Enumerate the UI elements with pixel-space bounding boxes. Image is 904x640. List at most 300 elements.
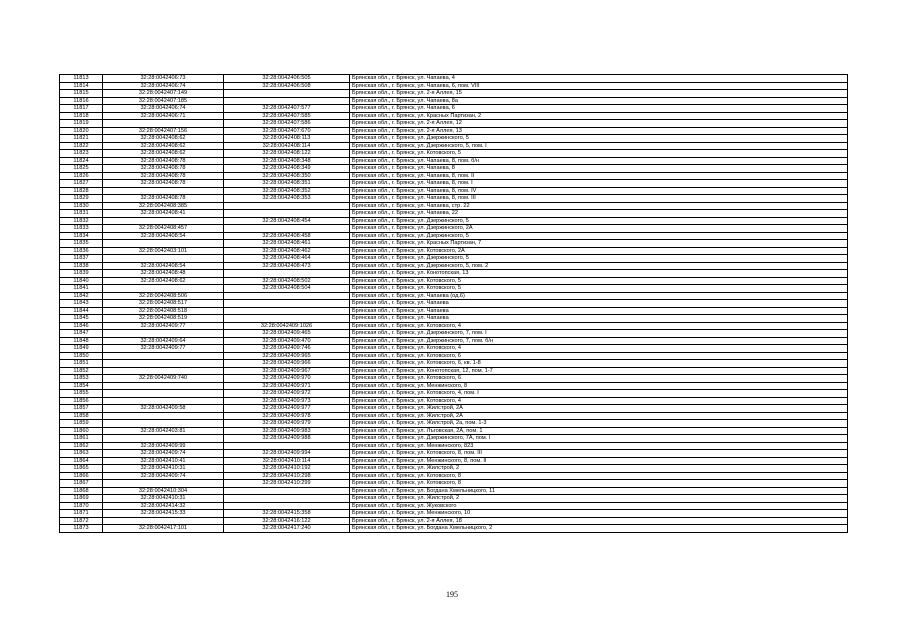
- address-cell: Брянская обл., г. Брянск, ул. Котовского, 4: [350, 322, 848, 330]
- table-row: [60, 480, 848, 488]
- land-parcel-number-cell: 32:28:0042408:518: [103, 307, 224, 315]
- table-row: [60, 337, 848, 345]
- row-number-cell: 11848: [60, 337, 103, 345]
- row-number-cell: 11857: [60, 405, 103, 413]
- land-parcel-number-cell: 32:28:0042408:517: [103, 300, 224, 308]
- object-number-cell: 32:28:0042409:979: [224, 420, 350, 428]
- land-parcel-number-cell: 32:28:0042414:32: [103, 502, 224, 510]
- cadastral-register-table: [59, 74, 848, 533]
- table-row: [60, 232, 848, 240]
- row-number-cell: 11865: [60, 465, 103, 473]
- row-number-cell: 11837: [60, 255, 103, 263]
- address-cell: Брянская обл., г. Брянск, ул. Чапаева, 8, пом. III: [350, 195, 848, 203]
- object-number-cell: 32:28:0042409:966: [224, 360, 350, 368]
- row-number-cell: 11819: [60, 120, 103, 128]
- object-number-cell: 32:28:0042406:505: [224, 75, 350, 83]
- object-number-cell: 32:28:0042409:470: [224, 337, 350, 345]
- object-number-cell: 32:28:0042408:352: [224, 187, 350, 195]
- object-number-cell: 32:28:0042409:1026: [224, 322, 350, 330]
- row-number-cell: 11823: [60, 150, 103, 158]
- address-cell: Брянская обл., г. Брянск, ул. Котовского, 6: [350, 375, 848, 383]
- table-row: [60, 397, 848, 405]
- address-cell: Брянская обл., г. Брянск, ул. Лъговская, 2А, пом. 1: [350, 427, 848, 435]
- address-cell: Брянская обл., г. Брянск, ул. 2-я Аллея, 12: [350, 120, 848, 128]
- address-cell: Брянская обл., г. Брянск, ул. Красных Партизан, 2: [350, 112, 848, 120]
- land-parcel-number-cell: [103, 187, 224, 195]
- row-number-cell: 11846: [60, 322, 103, 330]
- land-parcel-number-cell: 32:28:0042409:64: [103, 337, 224, 345]
- row-number-cell: 11840: [60, 277, 103, 285]
- row-number-cell: 11832: [60, 217, 103, 225]
- address-cell: Брянская обл., г. Брянск, ул. Дзержинского, 7А, пом. I: [350, 435, 848, 443]
- address-cell: Брянская обл., г. Брянск, ул. Чапаева, 8, пом. IV: [350, 187, 848, 195]
- row-number-cell: 11842: [60, 292, 103, 300]
- land-parcel-number-cell: 32:28:0042406:74: [103, 105, 224, 113]
- address-cell: Брянская обл., г. Брянск, ул. Котовского, 8: [350, 480, 848, 488]
- table-row: [60, 217, 848, 225]
- object-number-cell: [224, 442, 350, 450]
- object-number-cell: [224, 210, 350, 218]
- object-number-cell: 32:28:0042408:349: [224, 165, 350, 173]
- row-number-cell: 11825: [60, 165, 103, 173]
- address-cell: Брянская обл., г. Брянск, ул. Котовского, 5: [350, 285, 848, 293]
- table-row: [60, 442, 848, 450]
- address-cell: Брянская обл., г. Брянск, ул. Чапаева, 22: [350, 210, 848, 218]
- row-number-cell: 11872: [60, 517, 103, 525]
- address-cell: Брянская обл., г. Брянск, ул. Котовского, 8, пом. III: [350, 450, 848, 458]
- row-number-cell: 11867: [60, 480, 103, 488]
- table-row: [60, 457, 848, 465]
- land-parcel-number-cell: 32:28:0042410:31: [103, 465, 224, 473]
- table-row: [60, 240, 848, 248]
- row-number-cell: 11830: [60, 202, 103, 210]
- address-cell: Брянская обл., г. Брянск, ул. Жилстрой, 2: [350, 495, 848, 503]
- address-cell: Брянская обл., г. Брянск, ул. Котовского, 6, кв. 1-8: [350, 360, 848, 368]
- address-cell: Брянская обл., г. Брянск, ул. Котовского, 4: [350, 345, 848, 353]
- object-number-cell: 32:28:0042408:464: [224, 255, 350, 263]
- row-number-cell: 11850: [60, 352, 103, 360]
- land-parcel-number-cell: 32:28:0042408:78: [103, 165, 224, 173]
- table-row: [60, 330, 848, 338]
- address-cell: Брянская обл., г. Брянск, ул. Конотопская, 13: [350, 270, 848, 278]
- land-parcel-number-cell: 32:28:0042408:506: [103, 292, 224, 300]
- land-parcel-number-cell: 32:28:0042410:31: [103, 495, 224, 503]
- row-number-cell: 11861: [60, 435, 103, 443]
- address-cell: Брянская обл., г. Брянск, ул. Менжинского, 10: [350, 510, 848, 518]
- address-cell: Брянская обл., г. Брянск, ул. Котовского, 2А: [350, 247, 848, 255]
- row-number-cell: 11862: [60, 442, 103, 450]
- land-parcel-number-cell: 32:28:0042409:74: [103, 450, 224, 458]
- row-number-cell: 11868: [60, 487, 103, 495]
- object-number-cell: 32:28:0042408:122: [224, 150, 350, 158]
- address-cell: Брянская обл., г. Брянск, ул. Дзержинского, 5: [350, 232, 848, 240]
- row-number-cell: 11822: [60, 142, 103, 150]
- object-number-cell: 32:28:0042408:461: [224, 240, 350, 248]
- row-number-cell: 11860: [60, 427, 103, 435]
- table-row: [60, 112, 848, 120]
- land-parcel-number-cell: 32:28:0042408:62: [103, 150, 224, 158]
- address-cell: Брянская обл., г. Брянск, ул. Красных Партизан, 7: [350, 240, 848, 248]
- row-number-cell: 11859: [60, 420, 103, 428]
- table-row: [60, 472, 848, 480]
- land-parcel-number-cell: 32:28:0042408:457: [103, 225, 224, 233]
- land-parcel-number-cell: 32:28:0042408:62: [103, 277, 224, 285]
- land-parcel-number-cell: 32:28:0042403:81: [103, 427, 224, 435]
- object-number-cell: 32:28:0042407:577: [224, 105, 350, 113]
- address-cell: Брянская обл., г. Брянск, ул. Чапаева, 8а: [350, 97, 848, 105]
- object-number-cell: 32:28:0042409:994: [224, 450, 350, 458]
- row-number-cell: 11853: [60, 375, 103, 383]
- table-row: [60, 300, 848, 308]
- table-row: [60, 210, 848, 218]
- table-row: [60, 142, 848, 150]
- table-row: [60, 465, 848, 473]
- row-number-cell: 11818: [60, 112, 103, 120]
- object-number-cell: 32:28:0042409:970: [224, 375, 350, 383]
- address-cell: Брянская обл., г. Брянск, ул. Менжинского, 823: [350, 442, 848, 450]
- table-row: [60, 420, 848, 428]
- object-number-cell: 32:28:0042410:299: [224, 480, 350, 488]
- table-row: [60, 187, 848, 195]
- row-number-cell: 11855: [60, 390, 103, 398]
- row-number-cell: 11847: [60, 330, 103, 338]
- table-row: [60, 255, 848, 263]
- land-parcel-number-cell: 32:28:0042410:304: [103, 487, 224, 495]
- table-row: [60, 120, 848, 128]
- row-number-cell: 11814: [60, 82, 103, 90]
- land-parcel-number-cell: [103, 412, 224, 420]
- table-row: [60, 517, 848, 525]
- address-cell: Брянская обл., г. Брянск, ул. Чапаева: [350, 307, 848, 315]
- table-row: [60, 435, 848, 443]
- table-row: [60, 292, 848, 300]
- row-number-cell: 11816: [60, 97, 103, 105]
- row-number-cell: 11831: [60, 210, 103, 218]
- row-number-cell: 11843: [60, 300, 103, 308]
- land-parcel-number-cell: 32:28:0042408:54: [103, 262, 224, 270]
- address-cell: Брянская обл., г. Брянск, ул. Чапаева, 6, пом. VIII: [350, 82, 848, 90]
- table-row: [60, 405, 848, 413]
- address-cell: Брянская обл., г. Брянск, ул. Чапаева, стр. 22: [350, 202, 848, 210]
- land-parcel-number-cell: 32:28:0042410:41: [103, 457, 224, 465]
- row-number-cell: 11821: [60, 135, 103, 143]
- table-row: [60, 202, 848, 210]
- address-cell: Брянская обл., г. Брянск, ул. Дзержинского, 5: [350, 255, 848, 263]
- object-number-cell: [224, 487, 350, 495]
- row-number-cell: 11836: [60, 247, 103, 255]
- table-row: [60, 525, 848, 533]
- table-row: [60, 285, 848, 293]
- object-number-cell: 32:28:0042408:348: [224, 157, 350, 165]
- table-row: [60, 262, 848, 270]
- object-number-cell: [224, 495, 350, 503]
- address-cell: Брянская обл., г. Брянск, ул. Жилстрой, 2А: [350, 412, 848, 420]
- object-number-cell: 32:28:0042409:973: [224, 397, 350, 405]
- object-number-cell: 32:28:0042408:350: [224, 172, 350, 180]
- page-number: 195: [446, 590, 458, 599]
- land-parcel-number-cell: [103, 420, 224, 428]
- object-number-cell: 32:28:0042408:353: [224, 195, 350, 203]
- row-number-cell: 11826: [60, 172, 103, 180]
- land-parcel-number-cell: [103, 352, 224, 360]
- address-cell: Брянская обл., г. Брянск, ул. Дзержинского, 5: [350, 217, 848, 225]
- object-number-cell: [224, 502, 350, 510]
- table-row: [60, 135, 848, 143]
- address-cell: Брянская обл., г. Брянск, ул. 2-я Аллея, 15: [350, 90, 848, 98]
- row-number-cell: 11824: [60, 157, 103, 165]
- object-number-cell: [224, 315, 350, 323]
- row-number-cell: 11870: [60, 502, 103, 510]
- object-number-cell: 32:28:0042408:351: [224, 180, 350, 188]
- row-number-cell: 11815: [60, 90, 103, 98]
- object-number-cell: 32:28:0042416:122: [224, 517, 350, 525]
- table-row: [60, 97, 848, 105]
- object-number-cell: 32:28:0042408:462: [224, 247, 350, 255]
- address-cell: Брянская обл., г. Брянск, ул. Чапаева, 8, пом. I: [350, 180, 848, 188]
- table-row: [60, 277, 848, 285]
- address-cell: Брянская обл., г. Брянск, ул. Жилстрой, 2: [350, 465, 848, 473]
- table-row: [60, 195, 848, 203]
- land-parcel-number-cell: 32:28:0042403:101: [103, 247, 224, 255]
- land-parcel-number-cell: [103, 435, 224, 443]
- object-number-cell: 32:28:0042408:458: [224, 232, 350, 240]
- land-parcel-number-cell: 32:28:0042408:41: [103, 210, 224, 218]
- address-cell: Брянская обл., г. Брянск, ул. Жилстрой, 2а, пом. 1-3: [350, 420, 848, 428]
- table-row: [60, 225, 848, 233]
- table-row: [60, 360, 848, 368]
- table-row: [60, 322, 848, 330]
- object-number-cell: [224, 300, 350, 308]
- address-cell: Брянская обл., г. Брянск, ул. Конотопская, 12, пом. 1-7: [350, 367, 848, 375]
- address-cell: Брянская обл., г. Брянск, ул. Менжинского, 8, пом. II: [350, 457, 848, 465]
- row-number-cell: 11866: [60, 472, 103, 480]
- address-cell: Брянская обл., г. Брянск, ул. Котовского, 6: [350, 352, 848, 360]
- land-parcel-number-cell: 32:28:0042408:54: [103, 232, 224, 240]
- address-cell: Брянская обл., г. Брянск, ул. Чапаева: [350, 315, 848, 323]
- address-cell: Брянская обл., г. Брянск, ул. Чапаева, 8: [350, 165, 848, 173]
- object-number-cell: [224, 292, 350, 300]
- table-row: [60, 375, 848, 383]
- register-table-body: [60, 75, 848, 533]
- object-number-cell: [224, 307, 350, 315]
- row-number-cell: 11864: [60, 457, 103, 465]
- land-parcel-number-cell: 32:28:0042406:74: [103, 82, 224, 90]
- address-cell: Брянская обл., г. Брянск, ул. Дзержинского, 7, пом. I: [350, 330, 848, 338]
- address-cell: Брянская обл., г. Брянск, ул. Котовского, 5: [350, 150, 848, 158]
- object-number-cell: 32:28:0042407:585: [224, 112, 350, 120]
- table-row: [60, 270, 848, 278]
- address-cell: Брянская обл., г. Брянск, ул. 2-я Аллея, 18: [350, 517, 848, 525]
- row-number-cell: 11841: [60, 285, 103, 293]
- table-row: [60, 307, 848, 315]
- land-parcel-number-cell: 32:28:0042408:519: [103, 315, 224, 323]
- object-number-cell: [224, 270, 350, 278]
- land-parcel-number-cell: [103, 480, 224, 488]
- address-cell: Брянская обл., г. Брянск, ул. Жилстрой, 2А: [350, 405, 848, 413]
- object-number-cell: 32:28:0042408:114: [224, 142, 350, 150]
- table-row: [60, 82, 848, 90]
- land-parcel-number-cell: 32:28:0042409:99: [103, 442, 224, 450]
- land-parcel-number-cell: 32:28:0042408:78: [103, 180, 224, 188]
- address-cell: Брянская обл., г. Брянск, ул. Чапаева (од.6): [350, 292, 848, 300]
- land-parcel-number-cell: [103, 397, 224, 405]
- table-row: [60, 450, 848, 458]
- address-cell: Брянская обл., г. Брянск, ул. Дзержинского, 5, пом. 2: [350, 262, 848, 270]
- land-parcel-number-cell: 32:28:0042408:78: [103, 172, 224, 180]
- address-cell: Брянская обл., г. Брянск, ул. 2-я Аллея, 13: [350, 127, 848, 135]
- row-number-cell: 11828: [60, 187, 103, 195]
- row-number-cell: 11827: [60, 180, 103, 188]
- address-cell: Брянская обл., г. Брянск, ул. Котовского, 8: [350, 472, 848, 480]
- row-number-cell: 11844: [60, 307, 103, 315]
- land-parcel-number-cell: [103, 240, 224, 248]
- row-number-cell: 11858: [60, 412, 103, 420]
- address-cell: Брянская обл., г. Брянск, ул. Котовского, 5: [350, 277, 848, 285]
- land-parcel-number-cell: 32:28:0042417:101: [103, 525, 224, 533]
- land-parcel-number-cell: [103, 360, 224, 368]
- object-number-cell: 32:28:0042408:113: [224, 135, 350, 143]
- row-number-cell: 11834: [60, 232, 103, 240]
- row-number-cell: 11838: [60, 262, 103, 270]
- object-number-cell: 32:28:0042409:978: [224, 412, 350, 420]
- table-row: [60, 105, 848, 113]
- address-cell: Брянская обл., г. Брянск, ул. Чапаева: [350, 300, 848, 308]
- land-parcel-number-cell: [103, 367, 224, 375]
- row-number-cell: 11820: [60, 127, 103, 135]
- land-parcel-number-cell: 32:28:0042408:62: [103, 142, 224, 150]
- land-parcel-number-cell: [103, 330, 224, 338]
- land-parcel-number-cell: 32:28:0042407:185: [103, 97, 224, 105]
- land-parcel-number-cell: [103, 517, 224, 525]
- address-cell: Брянская обл., г. Брянск, ул. Дзержинского, 5: [350, 135, 848, 143]
- table-row: [60, 157, 848, 165]
- row-number-cell: 11851: [60, 360, 103, 368]
- object-number-cell: 32:28:0042409:988: [224, 435, 350, 443]
- land-parcel-number-cell: 32:28:0042406:73: [103, 75, 224, 83]
- table-row: [60, 502, 848, 510]
- table-row: [60, 127, 848, 135]
- address-cell: Брянская обл., г. Брянск, ул. Менжинского, 8: [350, 382, 848, 390]
- row-number-cell: 11833: [60, 225, 103, 233]
- land-parcel-number-cell: [103, 382, 224, 390]
- address-cell: Брянская обл., г. Брянск, ул. Чапаева, 8, пом. II: [350, 172, 848, 180]
- object-number-cell: [224, 202, 350, 210]
- land-parcel-number-cell: 32:28:0042409:77: [103, 345, 224, 353]
- address-cell: Брянская обл., г. Брянск, ул. Чапаева, 6: [350, 105, 848, 113]
- land-parcel-number-cell: 32:28:0042409:74: [103, 472, 224, 480]
- table-row: [60, 390, 848, 398]
- address-cell: Брянская обл., г. Брянск, ул. Чапаева, 8, пом. б/н: [350, 157, 848, 165]
- row-number-cell: 11829: [60, 195, 103, 203]
- land-parcel-number-cell: 32:28:0042408:385: [103, 202, 224, 210]
- object-number-cell: 32:28:0042409:971: [224, 382, 350, 390]
- land-parcel-number-cell: 32:28:0042408:78: [103, 157, 224, 165]
- land-parcel-number-cell: 32:28:0042409:58: [103, 405, 224, 413]
- table-row: [60, 75, 848, 83]
- land-parcel-number-cell: [103, 390, 224, 398]
- table-row: [60, 510, 848, 518]
- row-number-cell: 11845: [60, 315, 103, 323]
- object-number-cell: 32:28:0042408:473: [224, 262, 350, 270]
- object-number-cell: 32:28:0042409:972: [224, 390, 350, 398]
- land-parcel-number-cell: 32:28:0042407:156: [103, 127, 224, 135]
- row-number-cell: 11873: [60, 525, 103, 533]
- object-number-cell: 32:28:0042409:746: [224, 345, 350, 353]
- land-parcel-number-cell: 32:28:0042408:78: [103, 195, 224, 203]
- table-row: [60, 165, 848, 173]
- table-row: [60, 367, 848, 375]
- object-number-cell: 32:28:0042415:358: [224, 510, 350, 518]
- table-row: [60, 412, 848, 420]
- row-number-cell: 11852: [60, 367, 103, 375]
- land-parcel-number-cell: 32:28:0042415:33: [103, 510, 224, 518]
- address-cell: Брянская обл., г. Брянск, ул. Жуковского: [350, 502, 848, 510]
- land-parcel-number-cell: 32:28:0042409:77: [103, 322, 224, 330]
- object-number-cell: 32:28:0042407:586: [224, 120, 350, 128]
- address-cell: Брянская обл., г. Брянск, ул. Богдана Хмельницкого, 2: [350, 525, 848, 533]
- table-row: [60, 180, 848, 188]
- land-parcel-number-cell: [103, 255, 224, 263]
- address-cell: Брянская обл., г. Брянск, ул. Котовского, 4: [350, 397, 848, 405]
- table-row: [60, 487, 848, 495]
- object-number-cell: [224, 225, 350, 233]
- row-number-cell: 11839: [60, 270, 103, 278]
- land-parcel-number-cell: 32:28:0042407:149: [103, 90, 224, 98]
- row-number-cell: 11835: [60, 240, 103, 248]
- table-row: [60, 315, 848, 323]
- row-number-cell: 11871: [60, 510, 103, 518]
- object-number-cell: 32:28:0042408:454: [224, 217, 350, 225]
- land-parcel-number-cell: 32:28:0042408:62: [103, 135, 224, 143]
- object-number-cell: 32:28:0042409:983: [224, 427, 350, 435]
- land-parcel-number-cell: 32:28:0042409:740: [103, 375, 224, 383]
- address-cell: Брянская обл., г. Брянск, ул. Богдана Хмельницкого, 11: [350, 487, 848, 495]
- object-number-cell: 32:28:0042410:114: [224, 457, 350, 465]
- table-row: [60, 495, 848, 503]
- row-number-cell: 11813: [60, 75, 103, 83]
- object-number-cell: [224, 90, 350, 98]
- table-row: [60, 90, 848, 98]
- row-number-cell: 11863: [60, 450, 103, 458]
- row-number-cell: 11856: [60, 397, 103, 405]
- object-number-cell: 32:28:0042409:965: [224, 352, 350, 360]
- row-number-cell: 11817: [60, 105, 103, 113]
- object-number-cell: 32:28:0042408:502: [224, 277, 350, 285]
- object-number-cell: 32:28:0042408:504: [224, 285, 350, 293]
- land-parcel-number-cell: 32:28:0042408:48: [103, 270, 224, 278]
- object-number-cell: 32:28:0042409:967: [224, 367, 350, 375]
- table-row: [60, 247, 848, 255]
- table-row: [60, 150, 848, 158]
- object-number-cell: 32:28:0042409:977: [224, 405, 350, 413]
- row-number-cell: 11849: [60, 345, 103, 353]
- row-number-cell: 11854: [60, 382, 103, 390]
- table-row: [60, 172, 848, 180]
- object-number-cell: 32:28:0042410:298: [224, 472, 350, 480]
- address-cell: Брянская обл., г. Брянск, ул. Дзержинского, 2А: [350, 225, 848, 233]
- object-number-cell: 32:28:0042409:465: [224, 330, 350, 338]
- row-number-cell: 11869: [60, 495, 103, 503]
- object-number-cell: [224, 97, 350, 105]
- object-number-cell: 32:28:0042410:192: [224, 465, 350, 473]
- land-parcel-number-cell: [103, 217, 224, 225]
- address-cell: Брянская обл., г. Брянск, ул. Дзержинского, 7, пом. б/н: [350, 337, 848, 345]
- object-number-cell: 32:28:0042407:670: [224, 127, 350, 135]
- land-parcel-number-cell: 32:28:0042406:71: [103, 112, 224, 120]
- table-row: [60, 427, 848, 435]
- table-row: [60, 345, 848, 353]
- address-cell: Брянская обл., г. Брянск, ул. Чапаева, 4: [350, 75, 848, 83]
